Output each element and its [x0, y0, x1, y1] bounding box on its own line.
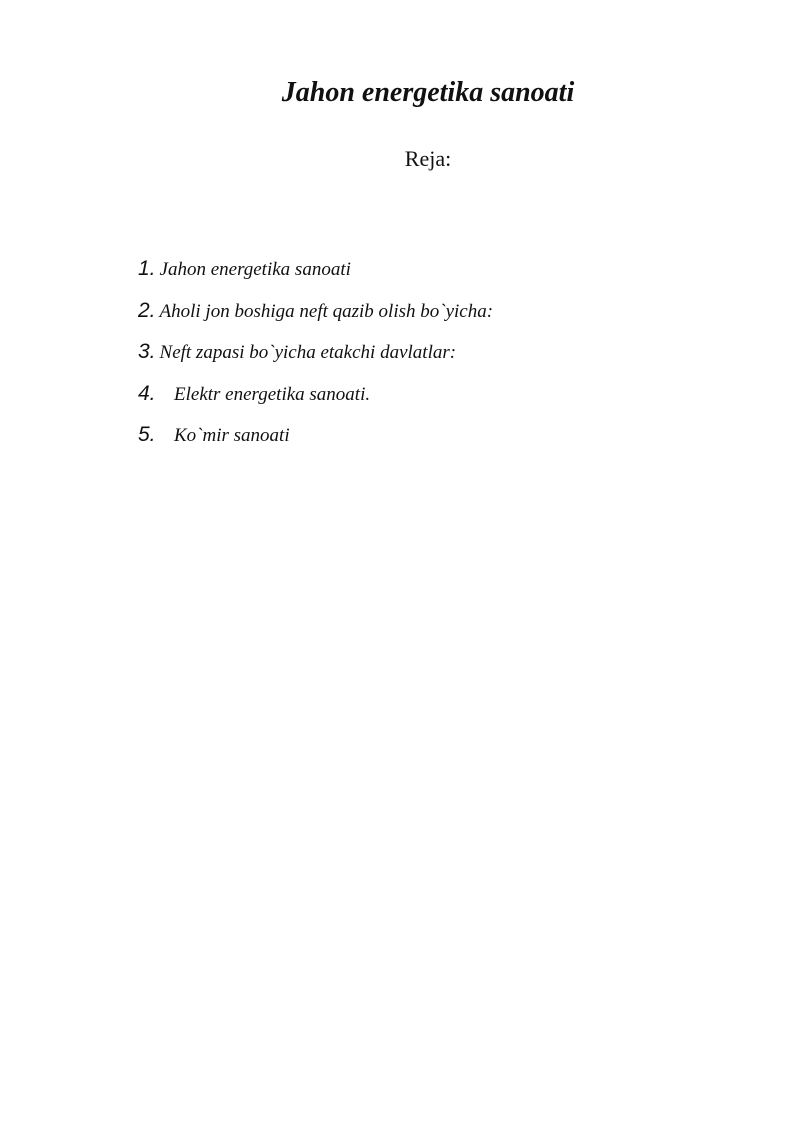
- plan-item-text: Jahon energetika sanoati: [159, 259, 351, 280]
- plan-item-2: [138, 296, 738, 338]
- plan-item-number: 5.: [138, 423, 156, 446]
- plan-item-text: Elektr energetika sanoati.: [174, 383, 371, 405]
- plan-item-number: 1.: [138, 257, 156, 280]
- plan-item-4: [138, 379, 738, 421]
- plan-list: [138, 254, 738, 462]
- document-title: Jahon energetika sanoati: [281, 77, 575, 108]
- plan-item-text: Neft zapasi bo`yicha etakchi davlatlar:: [159, 342, 457, 363]
- plan-item-number: 3.: [138, 340, 156, 363]
- plan-item-5: [138, 420, 738, 462]
- plan-item-1: [138, 254, 738, 296]
- plan-heading: Reja:: [404, 146, 452, 171]
- plan-item-number: 4.: [138, 381, 156, 405]
- plan-item-text: Ko`mir sanoati: [174, 425, 290, 446]
- plan-item-number: 2.: [138, 298, 156, 322]
- plan-item-text: Aholi jon boshiga neft qazib olish bo`yicha:: [159, 300, 494, 322]
- plan-item-3: [138, 337, 738, 379]
